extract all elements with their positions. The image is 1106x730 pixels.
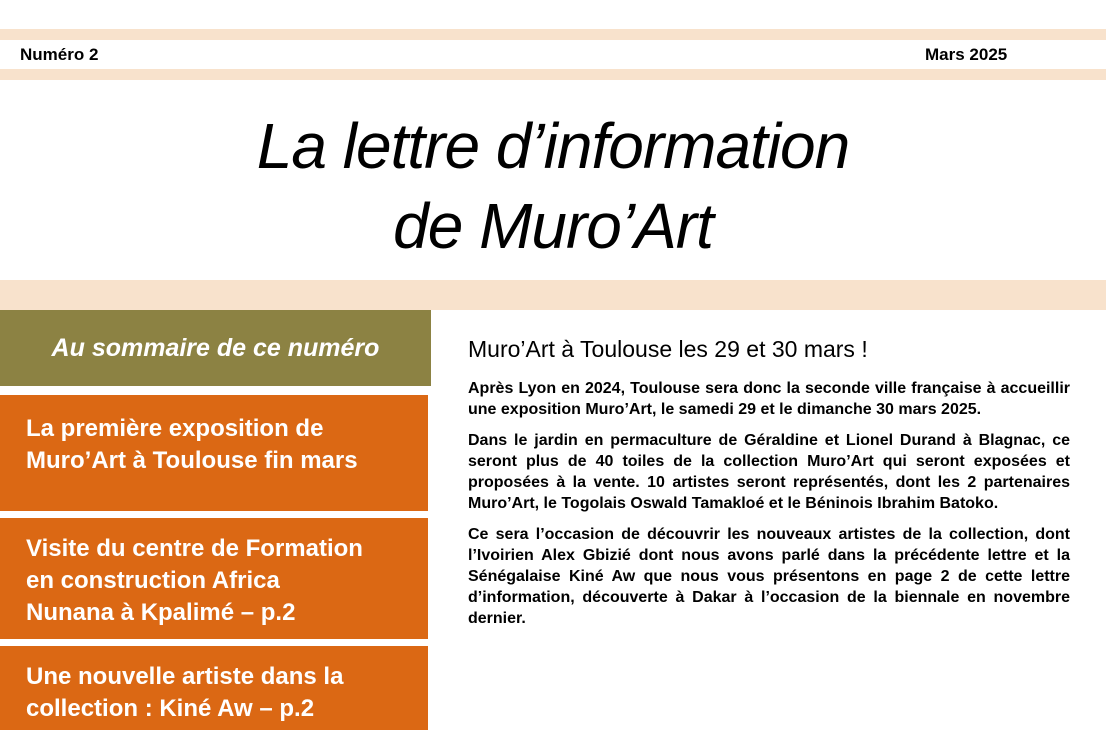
issue-number: Numéro 2: [20, 45, 99, 64]
issue-date: Mars 2025: [925, 45, 1008, 64]
toc-item-line: collection : Kiné Aw – p.2: [26, 695, 315, 722]
toc-heading: Au sommaire de ce numéro: [0, 310, 431, 386]
toc-item-line: La première exposition de: [26, 415, 324, 442]
newsletter-title: [0, 106, 1106, 266]
toc-item-toulouse-exhibition[interactable]: [0, 395, 428, 511]
title-line-1: La lettre d’information: [256, 110, 850, 182]
toc-item-line: Une nouvelle artiste dans la: [26, 663, 344, 690]
toc-item-line: Visite du centre de Formation: [26, 535, 363, 562]
section-decorative-band: [0, 280, 1106, 310]
main-article: [468, 336, 1070, 639]
toc-item-africa-nunana-visit[interactable]: [0, 518, 428, 639]
article-paragraph: Dans le jardin en permaculture de Géraldine et Lionel Durand à Blagnac, ce seront plus de 40 toiles de la collection Muro’Art qui seront exposées et proposées à la vente. 10 artistes seront représentés, dont les 2 partenaires Muro’Art, le Togolais Oswald Tamakloé et le Béninois Ibrahim Batoko.: [468, 432, 1070, 512]
toc-item-line: en construction Africa: [26, 567, 280, 594]
table-of-contents: [0, 310, 431, 720]
issue-info-bar: [0, 40, 1106, 69]
toc-item-new-artist[interactable]: [0, 646, 428, 730]
article-paragraph: Après Lyon en 2024, Toulouse sera donc la seconde ville française à accueillir une exposition Muro’Art, le samedi 29 et le dimanche 30 mars 2025.: [468, 380, 1070, 418]
article-title: Muro’Art à Toulouse les 29 et 30 mars !: [468, 336, 868, 362]
article-paragraph: Ce sera l’occasion de découvrir les nouveaux artistes de la collection, dont l’Ivoirien Alex Gbizié dont nous avons parlé dans la précédente lettre et la Sénégalaise Kiné Aw que nous vous présentons en page 2 de cette lettre d’information, découverte à Dakar à l’occasion de la biennale en novembre dernier.: [468, 526, 1070, 627]
top-decorative-band: [0, 29, 1106, 40]
middle-decorative-band: [0, 69, 1106, 80]
toc-item-line: Muro’Art à Toulouse fin mars: [26, 447, 358, 474]
toc-item-line: Nunana à Kpalimé – p.2: [26, 599, 296, 626]
title-line-2: de Muro’Art: [393, 190, 713, 262]
